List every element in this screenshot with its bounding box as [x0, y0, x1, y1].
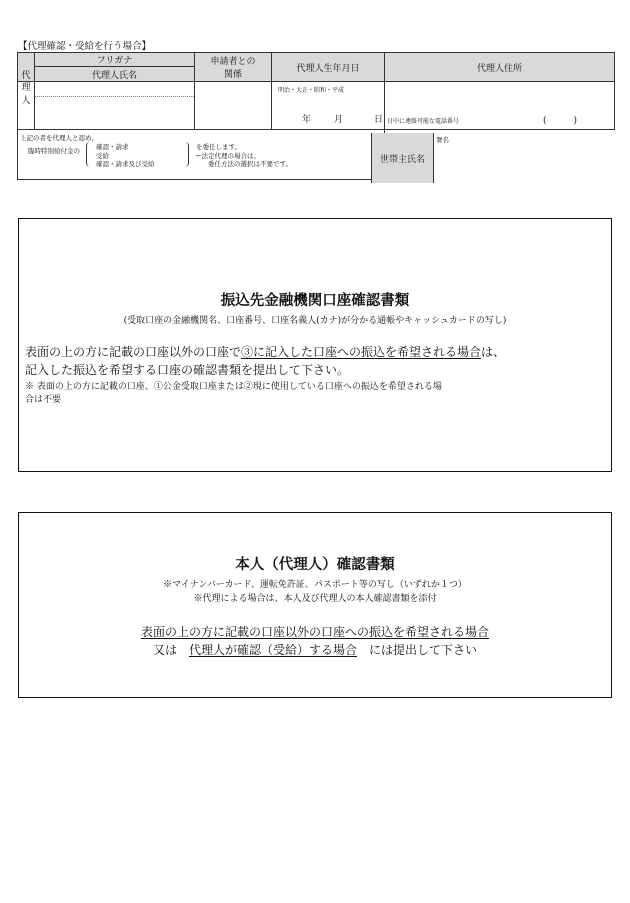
- delegation-cell: 上記の者を代理人と認め、 臨時特別給付金の 確認・請求 受給 確認・請求及び受給 を委任します。 ←法定代理の場合は、 委任方法の選択は不要です。: [18, 130, 385, 180]
- identity-docs-box: [18, 512, 612, 698]
- relation-cell[interactable]: [195, 82, 272, 130]
- bank-account-docs-box: [18, 218, 612, 472]
- agent-form-table: [17, 52, 615, 180]
- id-box-note1: ※マイナンバーカード、運転免許証、パスポート等の写し（いずれか１つ）: [163, 580, 467, 590]
- relation-header: 申請者との 関係: [195, 53, 272, 82]
- bank-box-line1: 表面の上の方に記載の口座以外の口座で③に記入した口座への振込を希望される場合は、: [25, 345, 506, 359]
- id-box-line2: 又は 代理人が確認（受給）する場合 には提出して下さい: [152, 643, 478, 657]
- birthdate-cell[interactable]: [272, 82, 385, 130]
- form-header: 【代理確認・受給を行う場合】: [18, 41, 152, 52]
- year-label: 年: [302, 115, 312, 125]
- day-label: 日: [374, 115, 384, 125]
- agent-label-top: 代: [18, 53, 35, 82]
- household-head-label: 世帯主氏名: [371, 133, 434, 183]
- month-label: 月: [334, 115, 344, 125]
- signature-label: 署名: [436, 136, 449, 144]
- phone-parens: ( ): [543, 116, 578, 126]
- phone-label: 日中に連絡可能な電話番号: [387, 118, 460, 125]
- birthdate-header: 代理人生年月日: [272, 53, 385, 82]
- agent-label-bottom: 理 人: [18, 82, 35, 130]
- bank-box-title: 振込先金融機関口座確認書類: [220, 292, 410, 309]
- agent-name-cell[interactable]: [35, 82, 195, 130]
- era-options: 明治・大正・昭和・平成: [278, 87, 345, 94]
- address-header: 代理人住所: [385, 53, 615, 82]
- id-box-title: 本人（代理人）確認書類: [235, 556, 395, 573]
- furigana-header: フリガナ: [35, 53, 195, 67]
- address-cell[interactable]: [385, 82, 615, 130]
- bank-box-note2: 合は不要: [25, 395, 62, 405]
- bank-box-subtitle: (受取口座の金融機関名、口座番号、口座名義人(カナ)が分かる通帳やキャッシュカードの写し): [123, 316, 507, 326]
- bank-box-note1: ※ 表面の上の方に記載の口座、①公金受取口座または②現に使用している口座への振込を希望される場: [25, 382, 442, 392]
- id-box-note2: ※代理による場合は、本人及び代理人の本人確認書類を添付: [193, 594, 437, 604]
- agent-name-header: 代理人氏名: [35, 67, 195, 82]
- delegation-options[interactable]: 確認・請求 受給 確認・請求及び受給: [96, 143, 155, 168]
- id-box-line1: 表面の上の方に記載の口座以外の口座への振込を希望される場合: [140, 625, 489, 639]
- bank-box-line2: 記入した振込を希望する口座の確認書類を提出して下さい。: [25, 363, 350, 377]
